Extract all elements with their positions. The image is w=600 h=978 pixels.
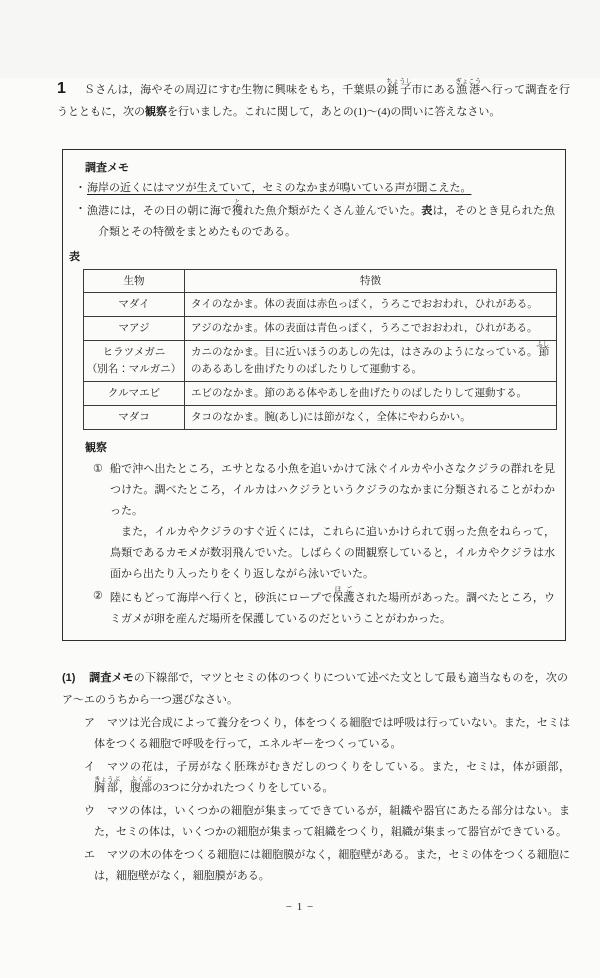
table-row [84,382,557,406]
exam-page [0,78,600,978]
question-1-prompt: 調査メモの下線部で，マツとセミの体のつくりについて述べた文として最も適当なものを，次のア～エのうちから一つ選びなさい。 [62,672,569,706]
observation-1-paragraph-2: また，イルカやクジラのすぐ近くには，これらに追いかけられて弱った魚をねらって，鳥類であるカモメが数羽飛んでいた。しばらくの間観察していると，イルカやクジラは水面から出たり入ったりをくり返しながら泳いでいた。 [110,526,555,580]
choice-u [84,801,570,843]
choice-a-text: マツは光合成によって養分をつくり，体をつくる細胞では呼吸は行っていない。また，セミは体をつくる細胞で呼吸を行って，エネルギーをつくっている。 [94,717,570,750]
table-row [84,293,557,317]
observation-title: 観察 [85,442,107,454]
memo-bullet-2 [75,199,555,243]
observation-2-paragraph-1: 陸にもどって海岸へ行くと，砂浜にロープで保護ほごされた場所があった。調べたところ，ウミガメが卵を産んだ場所を保護しているのだということがわかった。 [110,586,556,625]
question-1-number: (1) [62,672,76,684]
organism-cell: ヒラツメガニ （別名：マルガニ） [84,341,185,382]
page-number: − 1 − [285,901,315,913]
choice-e [84,845,570,887]
memo-bullet-1 [75,178,555,199]
observation-1-paragraph-1: 船で沖へ出たところ，エサとなる小魚を追いかけて泳ぐイルカや小さなクジラの群れを見つけた。調べたところ，イルカはハクジラというクジラのなかまに分類されることがわかった。 [110,463,555,517]
observation-2-body [110,586,555,630]
choice-i [84,757,570,799]
choice-i-marker: イ [84,761,95,773]
organism-cell: クルマエビ [84,382,185,406]
choice-a [84,713,570,755]
observation-2 [93,586,555,630]
observation-2-marker: ② [93,590,103,602]
memo-bullet-1-text: 海岸の近くにはマツが生えていて，セミのなかまが鳴いている声が聞こえた。 [87,182,472,194]
table-row [84,341,557,382]
observation-1-body [110,459,555,585]
choice-u-marker: ウ [84,805,95,817]
observation-1-marker: ① [93,463,103,475]
problem-number: 1 [57,80,66,97]
feature-cell: タイのなかま。体の表面は赤色っぽく，うろこでおおわれ，ひれがある。 [185,293,557,317]
feature-cell: エビのなかま。節のある体やあしを曲げたりのばしたりして運動する。 [185,382,557,406]
survey-memo-box [62,149,566,641]
header-organism: 生物 [84,270,185,293]
table-header-row [84,270,557,293]
choice-u-text: マツの体は，いくつかの細胞が集まってできているが，組織や器官にあたる部分はない。また，セミの体は，いくつかの細胞が集まって組織をつくり，組織が集まって器官ができている。 [94,805,570,838]
organism-cell: マダイ [84,293,185,317]
feature-cell: アジのなかま。体の表面は青色っぽく，うろこでおおわれ，ひれがある。 [185,317,557,341]
observation-1 [93,459,555,585]
table-row [84,317,557,341]
choice-e-text: マツの木の体をつくる細胞には細胞膜がなく，細胞壁がある。また，セミの体をつくる細胞には，細胞壁がなく，細胞膜がある。 [94,849,570,882]
bullet-marker: ・ [75,182,86,194]
organism-cell: マダコ [84,406,185,430]
feature-cell: カニのなかま。目に近いほうのあしの先は，はさみのようになっている。節ふしのあるあしを曲げたりのばしたりして運動する。 [185,341,557,382]
memo-title: 調査メモ [85,162,129,174]
table-row [84,406,557,430]
problem-1-header [57,78,570,123]
problem-intro-text: Ｓさんは，海やその周辺にすむ生物に興味をもち，千葉県の銚子ちょうし市にある漁港ぎょこうへ行って調査を行うとともに，次の観察を行いました。これに関して，あとの(1)～(4)の問いに答えなさい。 [57,78,571,118]
organism-cell: マアジ [84,317,185,341]
question-1 [62,667,568,711]
bullet-marker: ・ [75,203,86,215]
organism-table [83,269,557,430]
feature-cell: タコのなかま。腕(あし)には節がなく，全体にやわらかい。 [185,406,557,430]
choice-a-marker: ア [84,717,95,729]
table-label: 表 [69,251,80,263]
header-feature: 特徴 [185,270,557,293]
choice-i-text: マツの花は，子房がなく胚珠がむきだしのつくりをしている。また，セミは，体が頭部，胸部きょうぶ，腹部ふくぶの3つに分かれたつくりをしている。 [94,761,570,794]
memo-bullet-2-text: 漁港には，その日の朝に海で獲とれた魚介類がたくさん並んでいた。表は，そのとき見られた魚介類とその特徴をまとめたものである。 [87,199,556,238]
choice-e-marker: エ [84,849,95,861]
